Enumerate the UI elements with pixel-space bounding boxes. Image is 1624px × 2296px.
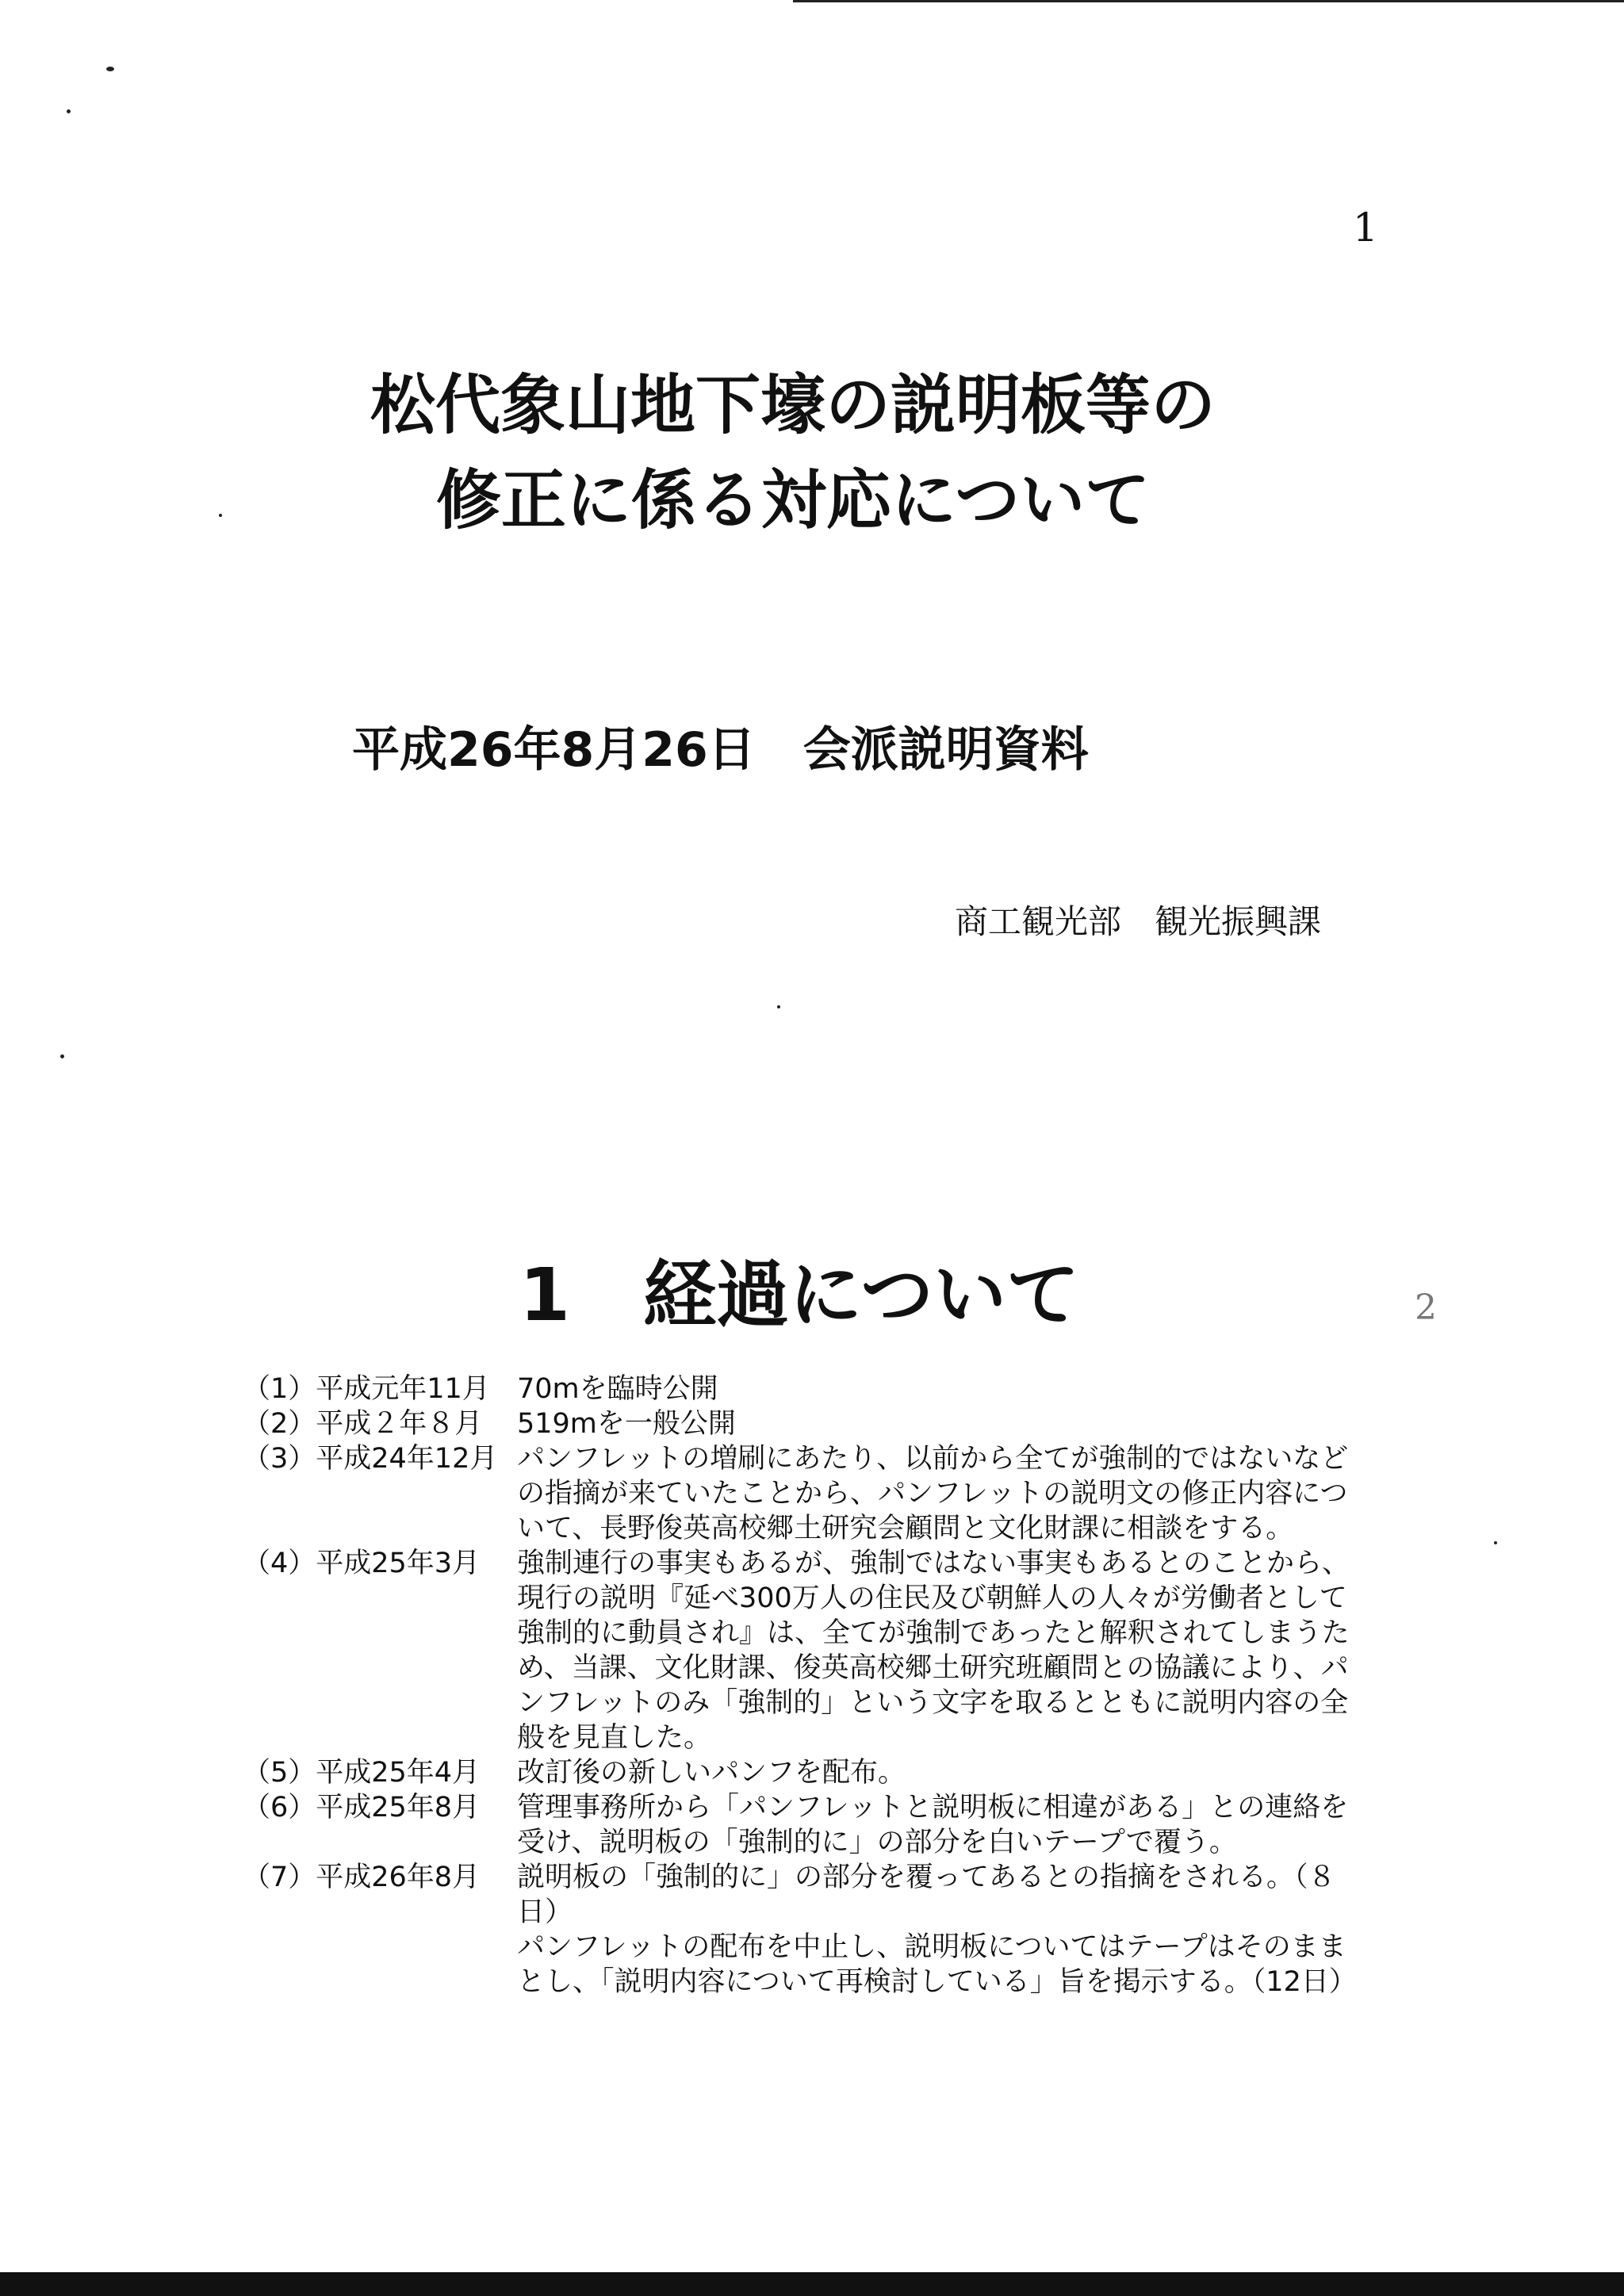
timeline-entry (243, 1755, 1369, 1790)
timeline-entry (243, 1406, 1369, 1441)
scan-bottom-edge (0, 2272, 1624, 2296)
entry-body (517, 1441, 1369, 1546)
scan-speck (67, 109, 71, 113)
department-name: 商工観光部 観光振興課 (955, 902, 1322, 941)
entry-date: （4）平成25年3月 (243, 1548, 481, 1579)
title-line-2: 修正に係る対応について (435, 463, 1151, 538)
page-number-1: 1 (1353, 205, 1378, 251)
scan-top-edge (793, 0, 1624, 2)
entry-text: 強制連行の事実もあるが、強制ではない事実もあるとのことから、現行の説明『延べ300万人の住民及び朝鮮人の人々が労働者として強制的に動員され』は、全てが強制であったと解釈されてしまうため、当課、文化財課、俊英高校郷土研究班顧問との協議により、パンフレットのみ「強制的」という文字を取るとともに説明内容の全般を見直した。 (517, 1548, 1350, 1754)
scan-speck (106, 67, 114, 71)
entry-text: パンフレットの配布を中止し、説明板についてはテープはそのままとし、「説明内容について再検討している」旨を掲示する。（12日） (517, 1931, 1357, 1998)
entry-date: （1）平成元年11月 (243, 1373, 490, 1405)
scan-speck (219, 514, 222, 517)
entry-body (517, 1790, 1369, 1860)
timeline-list (243, 1372, 1369, 1999)
document-subtitle: 平成26年8月26日 会派説明資料 (352, 722, 1089, 778)
entry-date: （2）平成２年８月 (243, 1408, 483, 1440)
entry-date: （6）平成25年8月 (243, 1792, 481, 1823)
scan-speck (1494, 1541, 1497, 1544)
section-heading: 1 経過について (519, 1253, 1080, 1337)
entry-date: （3）平成24年12月 (243, 1443, 498, 1475)
document-title (238, 358, 1348, 549)
entry-body (517, 1860, 1369, 1999)
entry-text: 改訂後の新しいパンフを配布。 (517, 1757, 906, 1789)
scan-speck (777, 1005, 780, 1008)
timeline-entry (243, 1441, 1369, 1546)
entry-body (517, 1406, 1369, 1441)
entry-date: （7）平成26年8月 (243, 1862, 481, 1893)
timeline-entry (243, 1790, 1369, 1860)
timeline-entry (243, 1860, 1369, 1999)
entry-text: 70mを臨時公開 (517, 1373, 718, 1405)
entry-text: 519mを一般公開 (517, 1408, 736, 1440)
entry-text: 管理事務所から「パンフレットと説明板に相違がある」との連絡を受け、説明板の「強制的に」の部分を白いテープで覆う。 (517, 1792, 1349, 1858)
page-number-2: 2 (1415, 1288, 1437, 1328)
entry-body (517, 1755, 1369, 1790)
entry-date: （5）平成25年4月 (243, 1757, 481, 1789)
timeline-entry (243, 1546, 1369, 1755)
entry-body (517, 1372, 1369, 1406)
scan-speck (60, 1054, 64, 1058)
title-line-1: 松代象山地下壕の説明板等の (370, 368, 1216, 443)
entry-text: パンフレットの増刷にあたり、以前から全てが強制的ではないなどの指摘が来ていたことから、パンフレットの説明文の修正内容について、長野俊英高校郷土研究会顧問と文化財課に相談をする。 (517, 1443, 1349, 1544)
timeline-entry (243, 1372, 1369, 1406)
entry-body (517, 1546, 1369, 1755)
entry-text: 説明板の「強制的に」の部分を覆ってあるとの指摘をされる。（８日） (517, 1862, 1336, 1928)
